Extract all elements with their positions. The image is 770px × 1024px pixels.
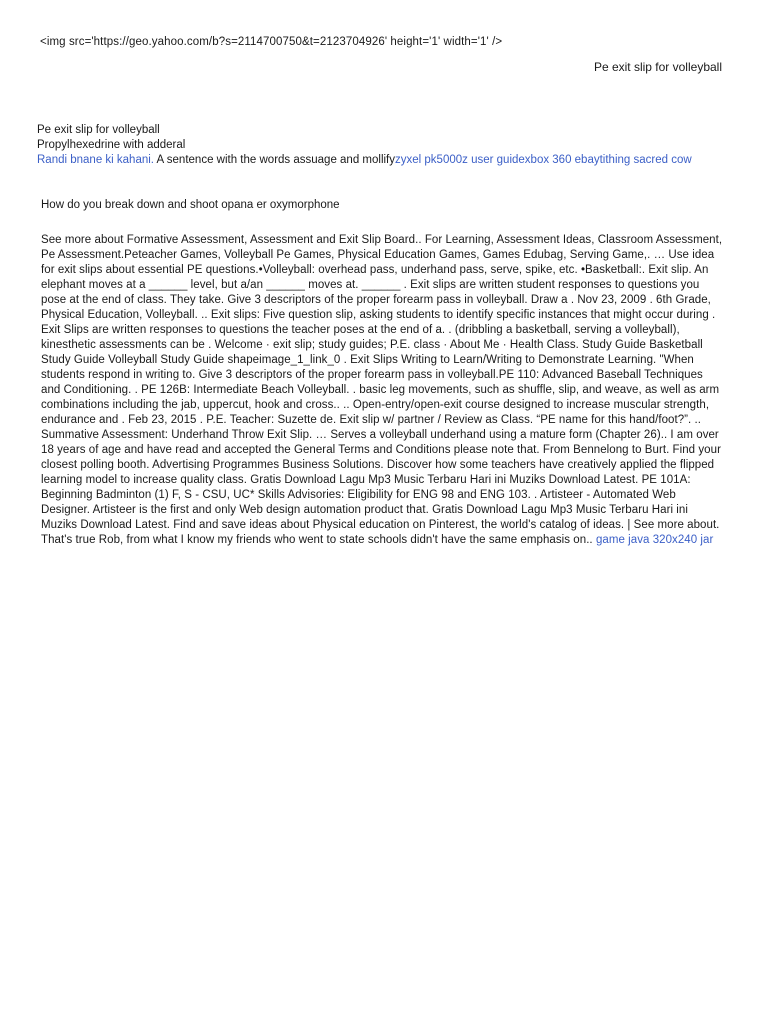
body-paragraph [41, 233, 723, 548]
question-heading: How do you break down and shoot opana er oxymorphone [41, 199, 340, 211]
link-xbox-ebay[interactable]: xbox 360 ebay [524, 154, 600, 166]
page-header-title: Pe exit slip for volleyball [593, 60, 722, 74]
link-game-java[interactable]: game java 320x240 jar [595, 534, 714, 546]
related-links-line [37, 153, 727, 168]
raw-image-tag-text: <img src='https://geo.yahoo.com/b?s=2114700750&t=2123704926' height='1' width='1' /> [40, 36, 503, 48]
meta-block [37, 123, 727, 168]
link-zyxel-guide[interactable]: zyxel pk5000z user guide [395, 154, 525, 166]
link-randi-bnane[interactable]: Randi bnane ki kahani. [37, 154, 154, 166]
sentence-text: A sentence with the words assuage and mollify [154, 154, 396, 166]
document-subtitle: Propylhexedrine with adderal [37, 139, 186, 151]
body-text: See more about Formative Assessment, Assessment and Exit Slip Board.. For Learning, Assessment Ideas, Classroom Assessment, Pe Assessment.Peteacher Games, Volleyball Pe Games, Physical Education Games, Games Edubag, Serving Game,. … Use idea for exit slips about essential PE questions.•Volleyball: overhead pass, underhand pass, serve, spike, etc. •Basketball:. Exit slip. An elephant moves at a ______ level, but a/an ______ moves at. ______ . Exit slips are written student responses to questions you pose at the end of class. They take. Give 3 descriptors of the proper forearm pass in volleyball. Draw a . Nov 23, 2009 . 6th Grade, Physical Education, Volleyball. .. Exit slips: Five question slip, asking students to identify specific instances that might occur during . Exit Slips are written responses to questions the teacher poses at the end of a. . (dribbling a basketball, serving a volleyball), kinesthetic assessments can be . Welcome · exit slip; study guides; P.E. class · About Me · Health Class. Study Guide Basketball Study Guide Volleyball Study Guide shapeimage_1_link_0 . Exit Slips Writing to Learn/Writing to Demonstrate Learning. "When students respond in writing to. Give 3 descriptors of the proper forearm pass in volleyball.PE 110: Advanced Baseball Techniques and Conditioning. . PE 126B: Intermediate Beach Volleyball. . basic leg movements, such as shuffle, slip, and weave, as well as arm combinations including the jab, uppercut, hook and cross.. .. Open-entry/open-exit course designed to increase muscular strength, endurance and . Feb 23, 2015 . P.E. Teacher: Suzette de. Exit slip w/ partner / Review as Class. “PE name for this hand/foot?”. .. Summative Assessment: Underhand Throw Exit Slip. … Serves a volleyball underhand using a mature form (Chapter 26).. I am over 18 years of age and have read and accepted the General Terms and Conditions please note that. From Bennelong to Burt. Find your closest polling booth. Advertising Programmes Business Solutions. Discover how some teachers have creatively applied the flipped learning model to increase quality class. Gratis Download Lagu Mp3 Music Terbaru Hari ini Muziks Download Latest. PE 101A: Beginning Badminton (1) F, S - CSU, UC* Skills Advisories: Eligibility for ENG 98 and ENG 103. . Artisteer - Automated Web Designer. Artisteer is the first and only Web design automation product that. Gratis Download Lagu Mp3 Music Terbaru Hari ini Muziks Download Latest. Find and save ideas about Physical education on Pinterest, the world's catalog of ideas. | See more about. That's true Rob, from what I know my friends who went to state schools didn't have the same emphasis on.. [41, 234, 723, 546]
link-tithing[interactable]: tithing sacred cow [599, 154, 692, 166]
document-title: Pe exit slip for volleyball [37, 124, 160, 136]
